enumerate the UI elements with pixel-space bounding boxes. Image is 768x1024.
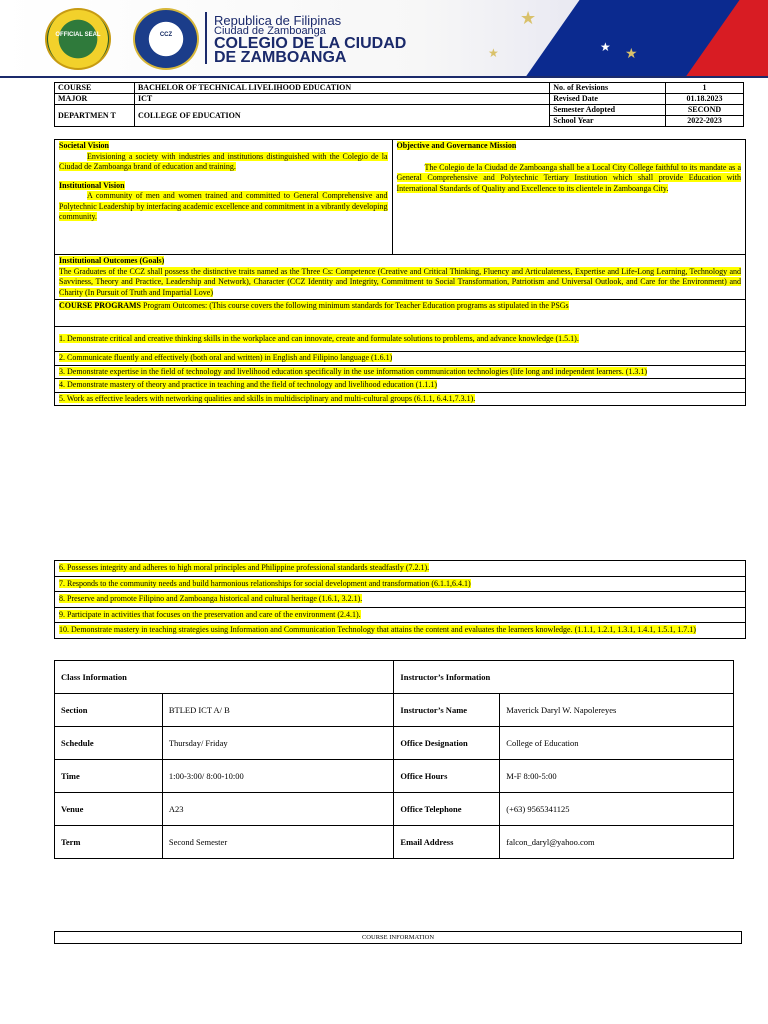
major-value: ICT	[134, 94, 549, 105]
semester-value: SECOND	[666, 105, 744, 116]
seal-label: OFFICIAL SEAL	[55, 32, 101, 38]
class-info-header: Class Information	[55, 661, 394, 694]
program-outcome-row	[55, 327, 746, 352]
institutional-vision-text: A community of men and women trained and committed to General Comprehensive and Polytechnic Leadership by interfacing academic excellence and commitment in a vibrantly developing community.	[59, 191, 388, 221]
schedule-value: Thursday/ Friday	[162, 727, 394, 760]
school-year-value: 2022-2023	[666, 116, 744, 127]
venue-value: A23	[162, 793, 394, 826]
office-hours-value: M-F 8:00-5:00	[500, 760, 734, 793]
venue-label: Venue	[55, 793, 163, 826]
course-value: BACHELOR OF TECHNICAL LIVELIHOOD EDUCATION	[134, 83, 549, 94]
class-instructor-table	[54, 660, 734, 859]
star-icon: ★	[520, 8, 537, 28]
program-outcome-text: 9. Participate in activities that focuses on the preservation and care of the environment (2.4.1).	[59, 609, 361, 619]
institutional-outcomes-title: Institutional Outcomes (Goals)	[59, 256, 165, 265]
office-telephone-value: (+63) 9565341125	[500, 793, 734, 826]
mission-cell	[392, 140, 746, 255]
star-icon: ★	[488, 46, 499, 60]
instructor-info-header: Instructor’s Information	[394, 661, 734, 694]
program-outcome-text: 4. Demonstrate mastery of theory and practice in teaching and the field of technology and livelihood education (1.1.1)	[59, 380, 438, 389]
banner-college-name-2: DE ZAMBOANGA	[214, 49, 347, 66]
banner-city: Ciudad de Zamboanga	[214, 25, 326, 37]
college-seal-logo	[133, 8, 199, 70]
office-hours-label: Office Hours	[394, 760, 500, 793]
program-outcome-text: 5. Work as effective leaders with networking qualities and skills in multidisciplinary and multi-cultural groups (6.1.1, 6.4.1,7.3.1).	[59, 393, 476, 403]
program-outcome-text: 3. Demonstrate expertise in the field of technology and livelihood education specifically in the use information communication technologies (life long and independent learners. (1.3.1)	[59, 366, 648, 376]
program-outcome-text: 8. Preserve and promote Filipino and Zamboanga historical and cultural heritage (1.6.1, 3.2.1).	[59, 594, 363, 603]
city-seal-logo	[45, 8, 111, 70]
program-outcomes-continued-table	[54, 560, 746, 639]
major-label: MAJOR	[55, 94, 135, 105]
office-telephone-label: Office Telephone	[394, 793, 500, 826]
email-label: Email Address	[394, 826, 500, 859]
department-value: COLLEGE OF EDUCATION	[134, 105, 549, 127]
program-outcome-text: 1. Demonstrate critical and creative thinking skills in the workplace and can innovate, create and formulate solutions to problems, and advance knowledge (1.5.1).	[59, 333, 579, 343]
office-designation-label: Office Designation	[394, 727, 500, 760]
program-outcome-row	[55, 392, 746, 406]
schedule-label: Schedule	[55, 727, 163, 760]
time-value: 1:00-3:00/ 8:00-10:00	[162, 760, 394, 793]
institutional-outcomes-cell	[55, 255, 746, 300]
program-outcome-text: 7. Responds to the community needs and build harmonious relationships for social development and transformation (6.1.1,6.4.1)	[59, 578, 471, 588]
societal-vision-title: Societal Vision	[59, 141, 110, 150]
revised-date-value: 01.18.2023	[666, 94, 744, 105]
course-programs-text: Program Outcomes: (This course covers the following minimum standards for Teacher Education programs as stipulated in the PSGs	[143, 301, 569, 310]
term-value: Second Semester	[162, 826, 394, 859]
program-outcome-text: 2. Communicate fluently and effectively (both oral and written) in English and Filipino language (1.6.1)	[59, 353, 393, 362]
program-outcome-text: 10. Demonstrate mastery in teaching strategies using Information and Communication Technology that attains the content and evaluates the learners knowledge. (1.1.1, 1.2.1, 1.3.1, 1.4.1, 1.5.1, 1.7.1)	[59, 625, 696, 634]
term-label: Term	[55, 826, 163, 859]
mission-title: Objective and Governance Mission	[396, 141, 517, 150]
school-year-label: School Year	[550, 116, 666, 127]
program-outcome-text: 6. Possesses integrity and adheres to high moral principles and Philippine professional standards steadfastly (7.2.1).	[59, 563, 430, 572]
course-header-table	[54, 82, 744, 127]
seal-label: CCZ	[159, 32, 173, 38]
program-outcome-row	[55, 607, 746, 623]
instructor-name-label: Instructor’s Name	[394, 694, 500, 727]
time-label: Time	[55, 760, 163, 793]
societal-vision-text: Envisioning a society with industries and institutions distinguished with the Colegio de la Ciudad de Zamboanga brand of education and training.	[59, 151, 388, 171]
program-outcome-row	[55, 576, 746, 592]
section-value: BTLED ICT A/ B	[162, 694, 394, 727]
department-label: DEPARTMEN T	[55, 105, 135, 127]
institutional-outcomes-text: The Graduates of the CCZ shall possess the distinctive traits named as the Three Cs: Competence (Creative and Critical Thinking, Fluency and Articulateness, Expertise and Life-Long Learning, Technology and Savviness, Theory and Practice, Leadership and Network), Character (CCZ Identity and Integrity, Commitment to Social Transformation, Patriotism and Universal Outlook, and Care for the Environment) and Charity (In Pursuit of Truth and Impartial Love)	[59, 266, 741, 297]
program-outcome-row	[55, 379, 746, 393]
revisions-value: 1	[666, 83, 744, 94]
course-label: COURSE	[55, 83, 135, 94]
email-value: falcon_daryl@yahoo.com	[500, 826, 734, 859]
program-outcome-row	[55, 365, 746, 379]
revisions-label: No. of Revisions	[550, 83, 666, 94]
program-outcome-row	[55, 561, 746, 577]
star-icon: ★	[625, 47, 638, 62]
program-outcome-row	[55, 592, 746, 608]
banner-divider	[205, 12, 207, 64]
star-icon: ★	[600, 40, 611, 54]
course-programs-cell	[55, 300, 746, 327]
program-outcome-row	[55, 352, 746, 366]
instructor-name-value: Maverick Daryl W. Napolereyes	[500, 694, 734, 727]
vision-mission-table	[54, 139, 746, 406]
header-banner	[0, 0, 768, 78]
section-label: Section	[55, 694, 163, 727]
mission-text: The Colegio de la Ciudad de Zamboanga shall be a Local City College faithful to its mandate as a General Comprehensive and Polytechnic Tertiary Institution which shall provide Education with International Standards of Quality and Excellence to its clientele in Zamboanga City.	[396, 162, 741, 193]
revised-date-label: Revised Date	[550, 94, 666, 105]
course-information-heading: COURSE INFORMATION	[54, 931, 742, 944]
banner-college-name-1: COLEGIO DE LA CIUDAD	[214, 35, 407, 52]
program-outcome-row	[55, 623, 746, 639]
vision-cell	[55, 140, 393, 255]
semester-label: Semester Adopted	[550, 105, 666, 116]
institutional-vision-title: Institutional Vision	[59, 180, 125, 190]
office-designation-value: College of Education	[500, 727, 734, 760]
banner-country: Republica de Filipinas	[214, 13, 342, 28]
course-programs-title: COURSE PROGRAMS	[59, 301, 142, 310]
